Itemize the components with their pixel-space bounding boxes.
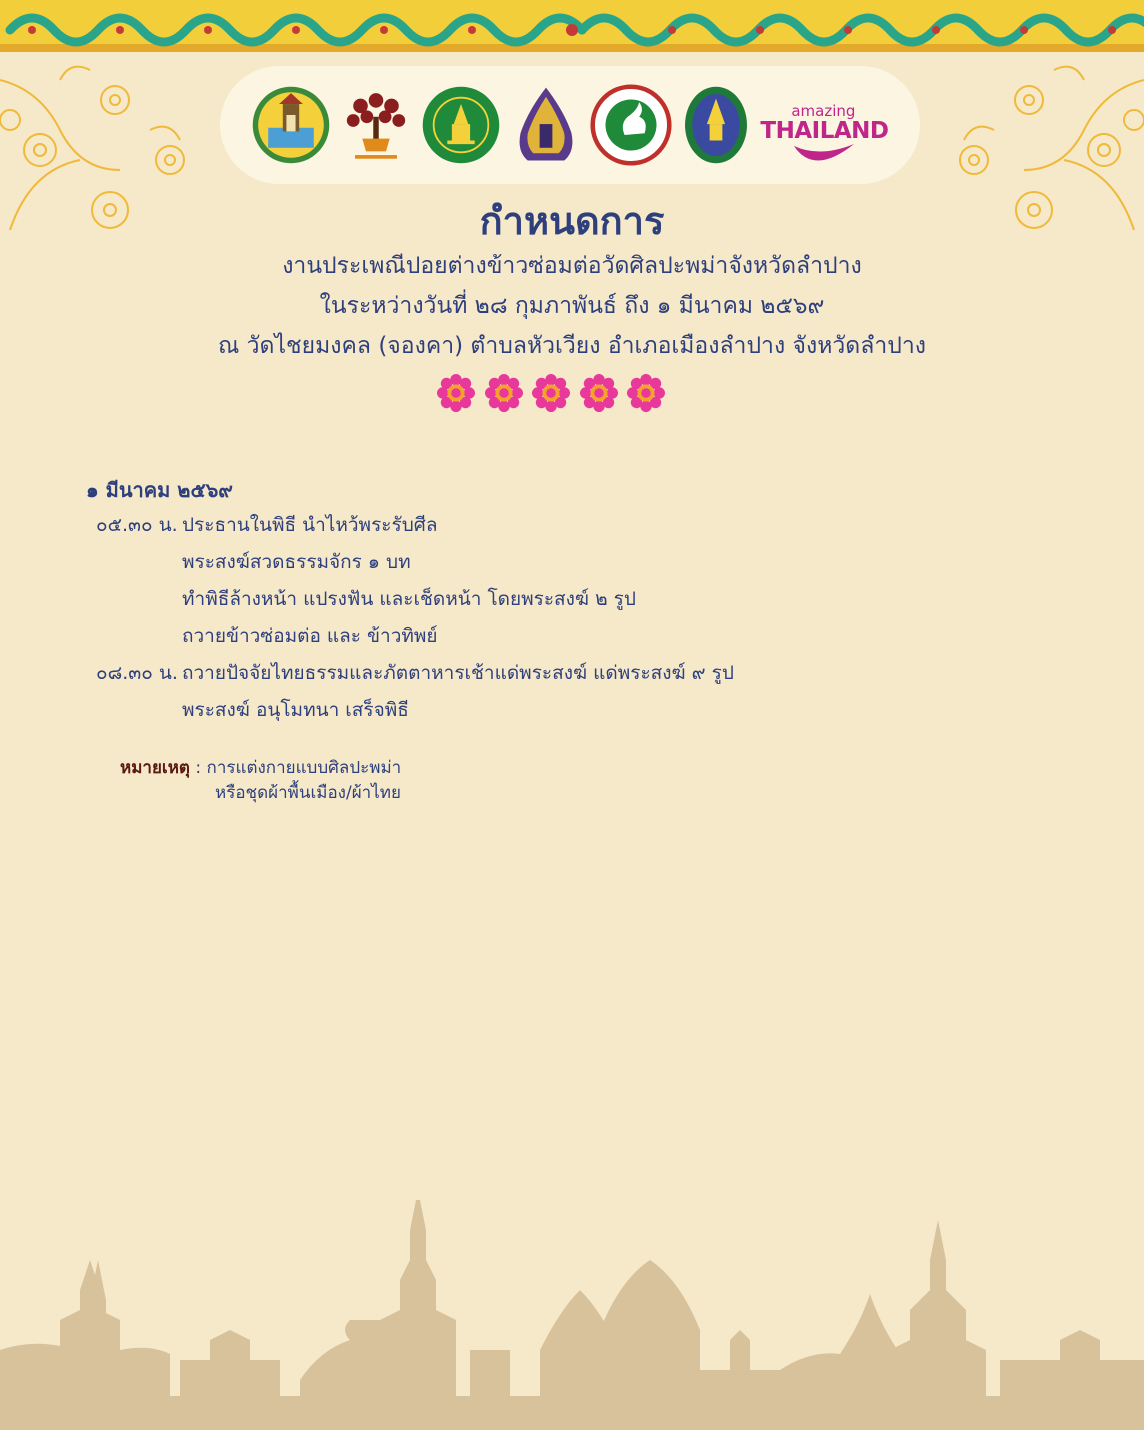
schedule-row xyxy=(96,658,734,688)
schedule-text: ทำพิธีล้างหน้า แปรงฟัน และเช็ดหน้า โดยพระสงฆ์ ๒ รูป xyxy=(182,588,636,610)
swoosh-icon xyxy=(790,140,860,170)
schedule-text: พระสงฆ์สวดธรรมจักร ๑ บท xyxy=(182,551,411,573)
note-label: หมายเหตุ xyxy=(120,758,190,778)
flower-divider xyxy=(437,374,665,414)
event-heading xyxy=(0,196,1144,366)
lampang-province-logo-icon xyxy=(250,80,332,170)
thailand-text: THAILAND xyxy=(760,118,889,144)
temple-emblem-icon xyxy=(505,80,587,170)
schedule-text: ประธานในพิธี นำไหว้พระรับศีล xyxy=(182,514,438,536)
rajabhat-university-seal-icon xyxy=(675,80,757,170)
lampang-municipality-rooster-icon xyxy=(590,80,672,170)
flower-icon xyxy=(532,374,570,412)
schedule-text: ถวายปัจจัยไทยธรรมและภัตตาหารเช้าแด่พระสงฆ์ แด่พระสงฆ์ ๙ รูป xyxy=(182,662,734,684)
schedule-row xyxy=(96,584,636,614)
event-name: งานประเพณีปอยต่างข้าวซ่อมต่อวัดศิลปะพม่าจังหวัดลำปาง xyxy=(282,253,862,279)
schedule-row xyxy=(96,695,409,725)
event-location: ณ วัดไชยมงคล (จองคา) ตำบลหัวเวียง อำเภอเมืองลำปาง จังหวัดลำปาง xyxy=(217,333,926,359)
amazing-text: amazing xyxy=(791,102,856,120)
tree-emblem-icon xyxy=(335,80,417,170)
logo-bar xyxy=(220,66,920,184)
schedule-date: ๑ มีนาคม ๒๕๖๙ xyxy=(86,478,233,502)
amazing-thailand-logo xyxy=(760,80,890,170)
schedule-row xyxy=(96,510,437,540)
schedule-row xyxy=(96,621,438,651)
schedule-time: ๐๘.๓๐ น. xyxy=(96,662,178,684)
flower-icon xyxy=(437,374,475,412)
note-line-1: การแต่งกายแบบศิลปะพม่า xyxy=(206,758,402,778)
flower-icon xyxy=(580,374,618,412)
schedule-text: พระสงฆ์ อนุโมทนา เสร็จพิธี xyxy=(182,699,409,721)
flower-icon xyxy=(485,374,523,412)
schedule-row xyxy=(96,547,411,577)
flower-icon xyxy=(627,374,665,412)
cultural-promotion-seal-icon xyxy=(420,80,502,170)
schedule-text: ถวายข้าวซ่อมต่อ และ ข้าวทิพย์ xyxy=(182,625,438,647)
page-title: กำหนดการ xyxy=(479,199,665,243)
note-separator: : xyxy=(189,758,207,778)
schedule-time: ๐๕.๓๐ น. xyxy=(96,514,178,536)
note-line-2: หรือชุดผ้าพื้นเมือง/ผ้าไทย xyxy=(215,783,401,803)
event-dates: ในระหว่างวันที่ ๒๘ กุมภาพันธ์ ถึง ๑ มีนาคม ๒๕๖๙ xyxy=(319,293,825,319)
temple-skyline-silhouette xyxy=(0,1200,1144,1430)
dress-code-note xyxy=(120,756,401,806)
